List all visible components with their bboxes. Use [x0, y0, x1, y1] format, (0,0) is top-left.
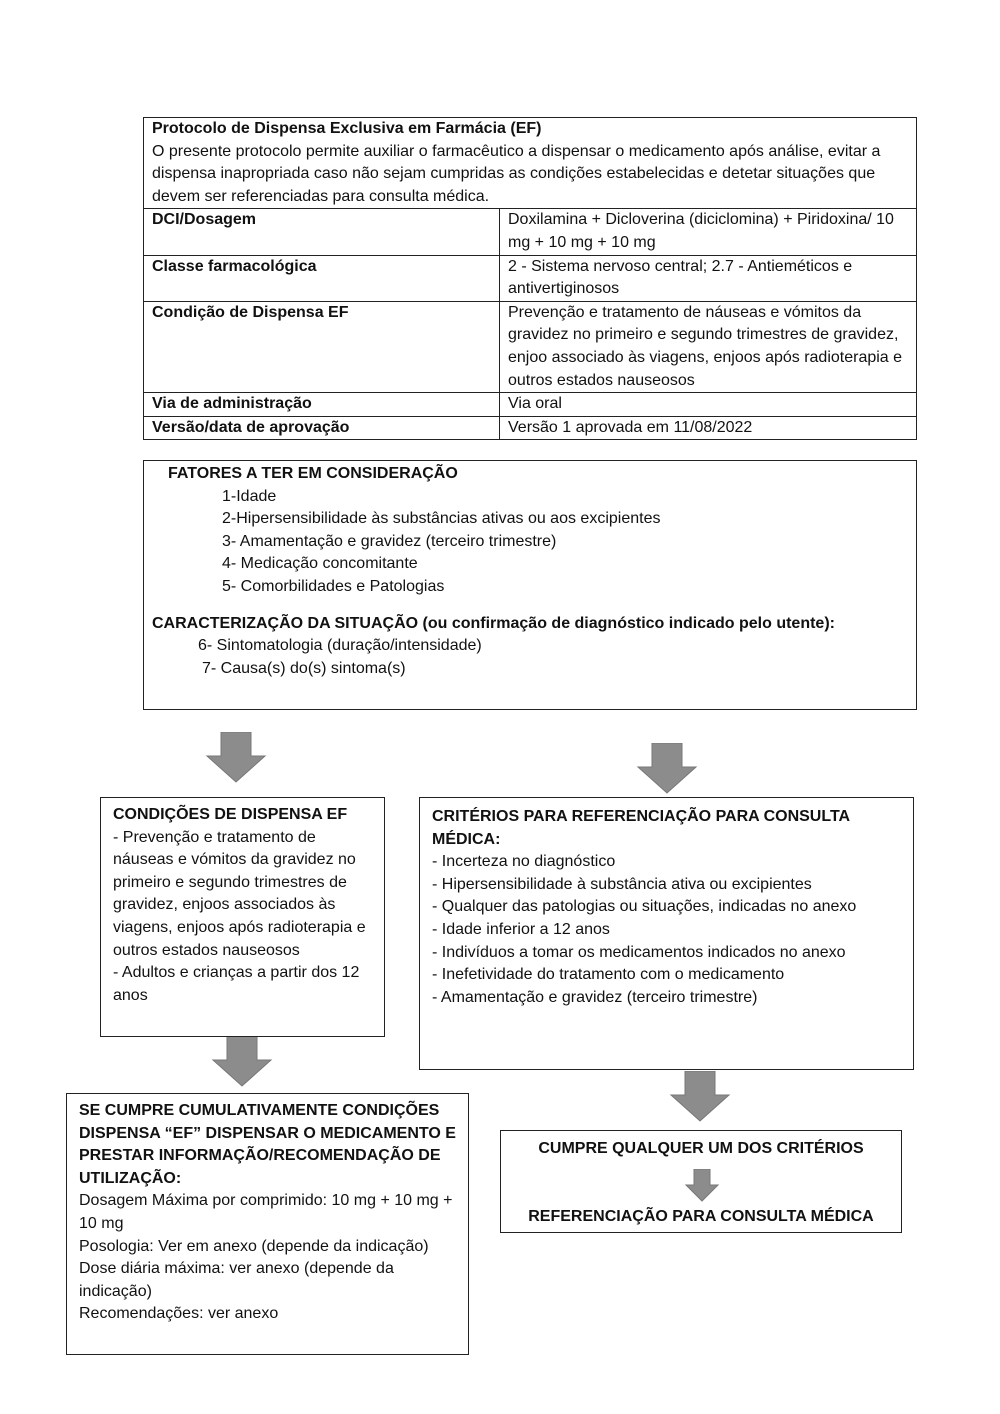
list-item: 7- Causa(s) do(s) sintoma(s) [202, 659, 406, 677]
list-item: - Adultos e crianças a partir dos 12 anos [113, 964, 360, 1004]
list-item: - Prevenção e tratamento de náuseas e vómitos da gravidez no primeiro e segundo trimestres de gravidez, enjoos associados às viagens, enjoos após radioterapia e outros estados nauseosos [113, 828, 366, 959]
list-item: 6- Sintomatologia (duração/intensidade) [198, 637, 482, 655]
row-label: Condição de Dispensa EF [144, 301, 500, 392]
criteria-heading: CRITÉRIOS PARA REFERENCIAÇÃO PARA CONSULTA MÉDICA: [432, 808, 850, 848]
table-row [144, 393, 917, 417]
protocol-header-cell [144, 118, 917, 209]
dispense-box [66, 1093, 469, 1355]
arrow-down-icon [669, 1071, 731, 1123]
row-label: Versão/data de aprovação [144, 416, 500, 440]
protocol-table [143, 117, 917, 440]
list-item: 4- Medicação concomitante [222, 555, 418, 573]
list-item: - Indivíduos a tomar os medicamentos indicados no anexo [432, 943, 846, 961]
arrow-down-icon [211, 1036, 273, 1088]
list-item: - Amamentação e gravidez (terceiro trimestre) [432, 988, 758, 1006]
list-item: - Inefetividade do tratamento com o medicamento [432, 966, 785, 984]
row-label: DCI/Dosagem [144, 209, 500, 255]
list-item: 5- Comorbilidades e Patologias [222, 577, 445, 595]
list-item: - Qualquer das patologias ou situações, indicadas no anexo [432, 898, 857, 916]
row-value: Prevenção e tratamento de náuseas e vómitos da gravidez no primeiro e segundo trimestres de gravidez, enjoo associado às viagens, enjoos após radioterapia e outros estados nauseosos [500, 301, 917, 392]
row-value: Via oral [500, 393, 917, 417]
referral-criteria-text: CUMPRE QUALQUER UM DOS CRITÉRIOS [538, 1140, 864, 1157]
conditions-box [100, 797, 385, 1037]
list-item: - Incerteza no diagnóstico [432, 853, 616, 871]
dispense-heading: SE CUMPRE CUMULATIVAMENTE CONDIÇÕES DISPENSA “EF” DISPENSAR O MEDICAMENTO E PRESTAR INFORMAÇÃO/RECOMENDAÇÃO DE UTILIZAÇÃO: [79, 1102, 456, 1187]
referral-box [500, 1130, 902, 1233]
arrow-down-icon [636, 743, 698, 795]
criteria-box [419, 797, 914, 1070]
arrow-down-icon [205, 732, 267, 784]
row-value: Doxilamina + Dicloverina (diciclomina) + Piridoxina/ 10 mg + 10 mg + 10 mg [500, 209, 917, 255]
referral-consult-text: REFERENCIAÇÃO PARA CONSULTA MÉDICA [528, 1208, 874, 1225]
row-value: 2 - Sistema nervoso central; 2.7 - Antieméticos e antivertiginosos [500, 255, 917, 301]
list-item: - Hipersensibilidade à substância ativa ou excipientes [432, 875, 812, 893]
factors-heading: FATORES A TER EM CONSIDERAÇÃO [168, 465, 458, 482]
list-item: - Idade inferior a 12 anos [432, 920, 610, 938]
table-row [144, 301, 917, 392]
conditions-heading: CONDIÇÕES DE DISPENSA EF [113, 806, 348, 823]
list-item: Recomendações: ver anexo [79, 1305, 279, 1323]
row-label: Classe farmacológica [144, 255, 500, 301]
list-item: Dosagem Máxima por comprimido: 10 mg + 10 mg + 10 mg [79, 1192, 453, 1232]
row-label: Via de administração [144, 393, 500, 417]
factors-box [143, 460, 917, 710]
protocol-title: Protocolo de Dispensa Exclusiva em Farmácia (EF) [152, 120, 542, 137]
list-item: 3- Amamentação e gravidez (terceiro trimestre) [222, 532, 557, 550]
list-item: 1-Idade [222, 487, 277, 505]
arrow-down-icon [684, 1169, 720, 1203]
list-item: 2-Hipersensibilidade às substâncias ativas ou aos excipientes [222, 510, 661, 528]
table-row [144, 416, 917, 440]
situation-heading: CARACTERIZAÇÃO DA SITUAÇÃO (ou confirmação de diagnóstico indicado pelo utente): [152, 614, 835, 632]
protocol-intro: O presente protocolo permite auxiliar o farmacêutico a dispensar o medicamento após análise, evitar a dispensa inapropriada caso não sejam cumpridas as condições estabelecidas e detetar situações que devem ser referenciadas para consulta médica. [152, 142, 881, 205]
list-item: Posologia: Ver em anexo (depende da indicação) [79, 1237, 429, 1255]
table-row [144, 255, 917, 301]
row-value: Versão 1 aprovada em 11/08/2022 [500, 416, 917, 440]
list-item: Dose diária máxima: ver anexo (depende da indicação) [79, 1260, 394, 1300]
table-row [144, 209, 917, 255]
